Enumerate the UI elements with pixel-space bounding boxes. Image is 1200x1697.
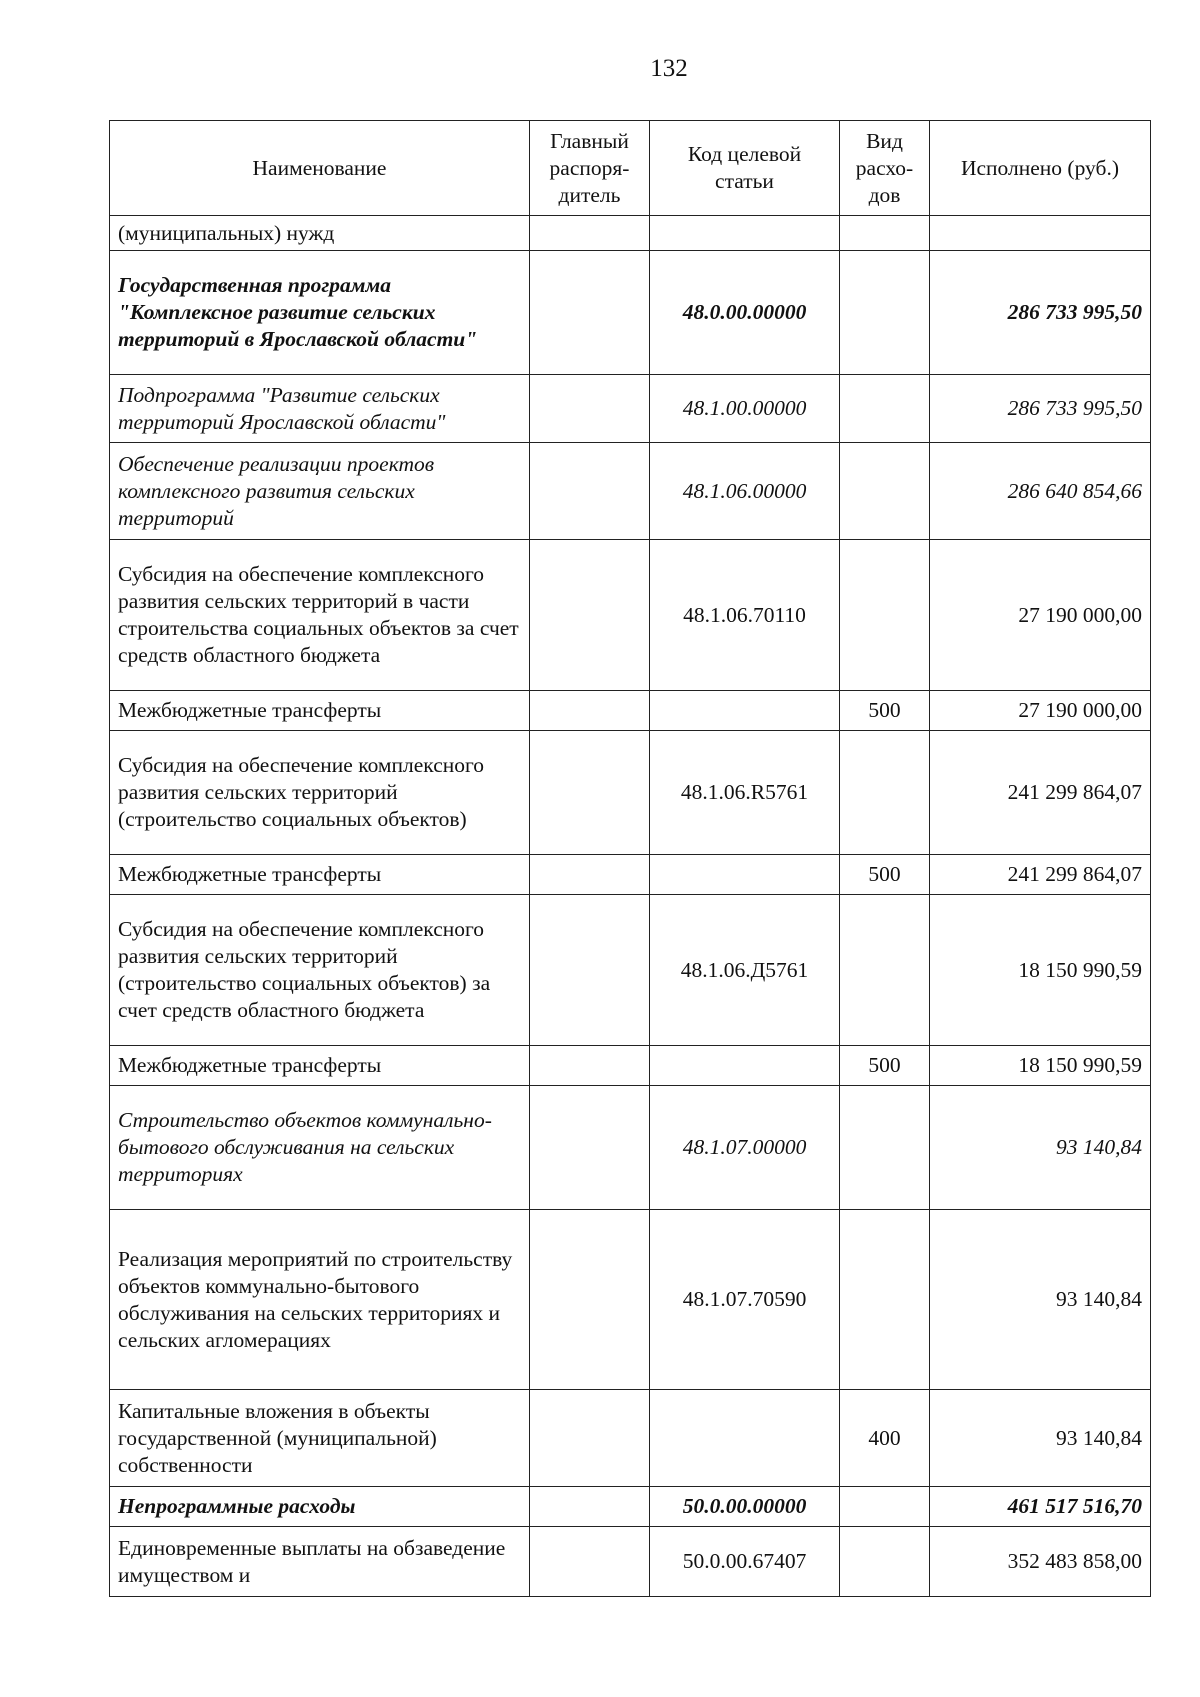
row-main (530, 895, 650, 1046)
row-kind: 400 (840, 1390, 930, 1487)
row-amount: 18 150 990,59 (930, 895, 1151, 1046)
row-code (650, 216, 840, 251)
table-row (110, 1527, 1151, 1597)
row-kind (840, 895, 930, 1046)
row-name: Государственная программа "Комплексное развитие сельских территорий в Ярославской области" (110, 251, 530, 375)
row-main (530, 1210, 650, 1390)
table-row (110, 691, 1151, 731)
row-amount: 241 299 864,07 (930, 731, 1151, 855)
row-name: Реализация мероприятий по строительству объектов коммунально-бытового обслуживания на сельских территориях и сельских агломерациях (110, 1210, 530, 1390)
row-kind (840, 540, 930, 691)
row-kind (840, 1527, 930, 1597)
row-main (530, 1046, 650, 1086)
row-amount: 93 140,84 (930, 1086, 1151, 1210)
row-code: 48.1.07.00000 (650, 1086, 840, 1210)
row-amount: 27 190 000,00 (930, 540, 1151, 691)
row-main (530, 1390, 650, 1487)
row-kind: 500 (840, 1046, 930, 1086)
row-code: 48.1.06.R5761 (650, 731, 840, 855)
row-code: 48.1.06.Д5761 (650, 895, 840, 1046)
row-code: 48.1.07.70590 (650, 1210, 840, 1390)
table-row (110, 540, 1151, 691)
row-code: 48.1.00.00000 (650, 375, 840, 443)
row-name: Подпрограмма "Развитие сельских территорий Ярославской области" (110, 375, 530, 443)
row-kind: 500 (840, 691, 930, 731)
row-code (650, 1046, 840, 1086)
header-expense-type: Вид расхо-дов (840, 121, 930, 216)
table-row (110, 1210, 1151, 1390)
row-code: 48.1.06.00000 (650, 443, 840, 540)
row-amount: 18 150 990,59 (930, 1046, 1151, 1086)
row-name: Субсидия на обеспечение комплексного развития сельских территорий (строительство социальных объектов) за счет средств областного бюджета (110, 895, 530, 1046)
row-name: Капитальные вложения в объекты государственной (муниципальной) собственности (110, 1390, 530, 1487)
table-row (110, 1046, 1151, 1086)
row-name: (муниципальных) нужд (110, 216, 530, 251)
row-main (530, 251, 650, 375)
row-amount: 461 517 516,70 (930, 1487, 1151, 1527)
row-amount: 241 299 864,07 (930, 855, 1151, 895)
row-code: 50.0.00.00000 (650, 1487, 840, 1527)
row-name: Субсидия на обеспечение комплексного развития сельских территорий в части строительства социальных объектов за счет средств областного бюджета (110, 540, 530, 691)
table-row (110, 1487, 1151, 1527)
row-kind (840, 216, 930, 251)
row-code (650, 855, 840, 895)
row-kind (840, 731, 930, 855)
row-name: Строительство объектов коммунально-бытового обслуживания на сельских территориях (110, 1086, 530, 1210)
table-row (110, 731, 1151, 855)
row-main (530, 216, 650, 251)
row-main (530, 731, 650, 855)
table-row (110, 216, 1151, 251)
row-code: 50.0.00.67407 (650, 1527, 840, 1597)
row-name: Межбюджетные трансферты (110, 691, 530, 731)
row-main (530, 1527, 650, 1597)
row-amount: 27 190 000,00 (930, 691, 1151, 731)
row-kind (840, 375, 930, 443)
row-main (530, 540, 650, 691)
table-row (110, 375, 1151, 443)
table-row (110, 1390, 1151, 1487)
row-name: Субсидия на обеспечение комплексного развития сельских территорий (строительство социальных объектов) (110, 731, 530, 855)
row-amount: 352 483 858,00 (930, 1527, 1151, 1597)
row-name: Межбюджетные трансферты (110, 855, 530, 895)
row-amount: 286 733 995,50 (930, 251, 1151, 375)
row-kind (840, 1210, 930, 1390)
row-amount: 286 733 995,50 (930, 375, 1151, 443)
row-name: Непрограммные расходы (110, 1487, 530, 1527)
table-row (110, 855, 1151, 895)
row-amount: 93 140,84 (930, 1210, 1151, 1390)
row-kind (840, 1487, 930, 1527)
row-kind (840, 1086, 930, 1210)
row-main (530, 443, 650, 540)
row-amount: 286 640 854,66 (930, 443, 1151, 540)
table-header-row (110, 121, 1151, 216)
row-amount (930, 216, 1151, 251)
row-main (530, 1086, 650, 1210)
row-amount: 93 140,84 (930, 1390, 1151, 1487)
row-kind (840, 443, 930, 540)
row-main (530, 855, 650, 895)
row-name: Межбюджетные трансферты (110, 1046, 530, 1086)
page-number: 132 (650, 55, 688, 82)
header-executed: Исполнено (руб.) (930, 121, 1151, 216)
table-row (110, 251, 1151, 375)
row-kind (840, 251, 930, 375)
row-main (530, 1487, 650, 1527)
row-name: Единовременные выплаты на обзаведение имуществом и (110, 1527, 530, 1597)
table-row (110, 1086, 1151, 1210)
row-code (650, 691, 840, 731)
row-main (530, 691, 650, 731)
row-code: 48.0.00.00000 (650, 251, 840, 375)
row-code (650, 1390, 840, 1487)
row-code: 48.1.06.70110 (650, 540, 840, 691)
row-kind: 500 (840, 855, 930, 895)
header-target-code: Код целевой статьи (650, 121, 840, 216)
table-row (110, 895, 1151, 1046)
header-main-manager: Главный распоря-дитель (530, 121, 650, 216)
header-name: Наименование (110, 121, 530, 216)
budget-table (109, 120, 1151, 1597)
table-row (110, 443, 1151, 540)
row-name: Обеспечение реализации проектов комплексного развития сельских территорий (110, 443, 530, 540)
row-main (530, 375, 650, 443)
